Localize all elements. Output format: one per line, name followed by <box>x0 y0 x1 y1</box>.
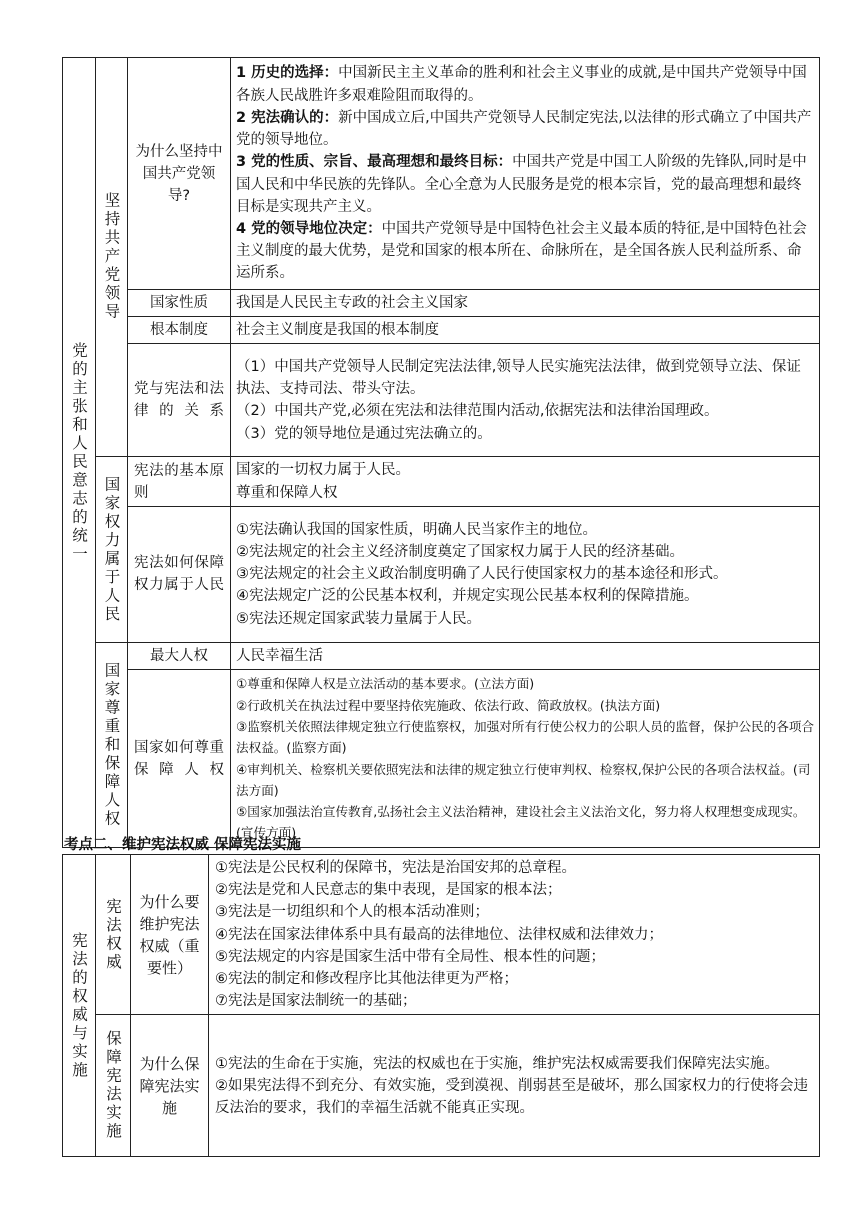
authority-content <box>209 855 820 1015</box>
list-item: ④审判机关、检察机关要依照宪法和法律的规定独立行使审判权、检察权,保护公民的各项合法权益。(司法方面) <box>236 761 811 798</box>
item-head: 3 党的性质、宗旨、最高理想和最终目标： <box>236 154 513 171</box>
list-item: （2）中国共产党,必须在宪法和法律范围内活动,依据宪法和法律治国理政。 <box>236 403 719 420</box>
list-item: ③宪法是一切组织和个人的根本活动准则； <box>215 904 489 921</box>
list-item: ⑤宪法还规定国家武装力量属于人民。 <box>236 610 481 627</box>
list-item: 尊重和保障人权 <box>236 484 338 501</box>
section-c-label: 国家尊重和保障人权 <box>96 642 128 847</box>
table-constitution <box>62 854 820 1157</box>
implement-label: 保障宪法实施 <box>96 1015 131 1157</box>
section-b-label: 国家权力属于人民 <box>96 457 128 642</box>
list-item: （3）党的领导地位是通过宪法确立的。 <box>236 425 492 442</box>
list-item: ①宪法确认我国的国家性质，明确人民当家作主的地位。 <box>236 521 597 538</box>
item-head: 4 党的领导地位决定： <box>236 220 382 237</box>
item-body: 中国共产党是中国工人阶级的先锋队,同时是中国人民和中华民族的先锋队。全心全意为人民服务是党的根本宗旨，党的最高理想和最终目标是实现共产主义。 <box>236 154 807 215</box>
table-party-people <box>62 57 820 848</box>
outer-label-2: 宪法的权威与实施 <box>63 855 96 1157</box>
relation-content <box>231 344 820 457</box>
authority-label: 宪法权威 <box>96 855 131 1015</box>
list-item: ②行政机关在执法过程中要坚持依宪施政、依法行政、简政放权。(执法方面) <box>236 697 661 713</box>
nature-label: 国家性质 <box>128 290 231 317</box>
list-item: ⑦宪法是国家法制统一的基础； <box>215 993 417 1010</box>
principle-label: 宪法的基本原则 <box>128 457 231 506</box>
list-item: ③宪法规定的社会主义政治制度明确了人民行使国家权力的基本途径和形式。 <box>236 566 728 583</box>
relation-label: 党与宪法和法律的关系 <box>128 344 231 457</box>
list-item: ①宪法的生命在于实施，宪法的权威也在于实施，维护宪法权威需要我们保障宪法实施。 <box>215 1055 779 1072</box>
max-value: 人民幸福生活 <box>231 642 820 669</box>
implement-why-label: 为什么保障宪法实施 <box>131 1015 209 1157</box>
nature-value: 我国是人民民主专政的社会主义国家 <box>231 290 820 317</box>
system-label: 根本制度 <box>128 317 231 344</box>
item-head: 2 宪法确认的： <box>236 109 339 126</box>
system-value: 社会主义制度是我国的根本制度 <box>231 317 820 344</box>
list-item: ①尊重和保障人权是立法活动的基本要求。(立法方面) <box>236 676 535 692</box>
how-rights-label: 国家如何尊重保障人权 <box>128 670 231 848</box>
how-power-label: 宪法如何保障权力属于人民 <box>128 506 231 642</box>
item-body: 新中国成立后,中国共产党领导人民制定宪法,以法律的形式确立了中国共产党的领导地位。 <box>236 109 812 149</box>
authority-why-label: 为什么要维护宪法权威（重要性） <box>131 855 209 1015</box>
list-item: ④宪法规定广泛的公民基本权利，并规定实现公民基本权利的保障措施。 <box>236 588 699 605</box>
item-head: 1 历史的选择： <box>236 65 339 82</box>
item-body: 中国新民主主义革命的胜利和社会主义事业的成就,是中国共产党领导中国各族人民战胜许多艰难险阻而取得的。 <box>236 65 807 104</box>
list-item: ④宪法在国家法律体系中具有最高的法律地位、法律权威和法律效力； <box>215 926 663 943</box>
section-a-label: 坚持共产党领导 <box>96 58 128 457</box>
list-item: （1）中国共产党领导人民制定宪法法律,领导人民实施宪法法律，做到党领导立法、保证执法、支持司法、带头守法。 <box>236 359 801 398</box>
list-item: 国家的一切权力属于人民。 <box>236 462 410 479</box>
principle-content <box>231 457 820 506</box>
list-item: ③监察机关依照法律规定独立行使监察权，加强对所有行使公权力的公职人员的监督，保护公民的各项合法权益。(监察方面) <box>236 718 815 756</box>
max-label: 最大人权 <box>128 642 231 669</box>
list-item: ①宪法是公民权利的保障书，宪法是治国安邦的总章程。 <box>215 860 576 876</box>
list-item: ⑤国家加强法治宣传教育,弘扬社会主义法治精神，建设社会主义法治文化，努力将人权理想变成现实。(宣传方面) <box>236 804 806 841</box>
item-body: 中国共产党领导是中国特色社会主义最本质的特征,是中国特色社会主义制度的最大优势，是党和国家的根本所在、命脉所在，是全国各族人民利益所系、命运所系。 <box>236 220 807 282</box>
how-power-content <box>231 506 820 642</box>
outer-label: 党的主张和人民意志的统一 <box>63 58 96 848</box>
why-lead-label: 为什么坚持中国共产党领导? <box>128 58 231 290</box>
how-rights-content <box>231 670 820 848</box>
list-item: ⑤宪法规定的内容是国家生活中带有全局性、根本性的问题； <box>215 948 605 965</box>
section-heading-2: 考点二、维护宪法权威 保障宪法实施 <box>64 837 302 853</box>
list-item: ②如果宪法得不到充分、有效实施，受到漠视、削弱甚至是破坏，那么国家权力的行使将会违反法治的要求，我们的幸福生活就不能真正实现。 <box>215 1077 808 1117</box>
implement-content <box>209 1015 820 1157</box>
list-item: ②宪法是党和人民意志的集中表现，是国家的根本法； <box>215 882 562 899</box>
list-item: ②宪法规定的社会主义经济制度奠定了国家权力属于人民的经济基础。 <box>236 544 684 560</box>
why-lead-content <box>231 58 820 290</box>
list-item: ⑥宪法的制定和修改程序比其他法律更为严格； <box>215 971 518 988</box>
